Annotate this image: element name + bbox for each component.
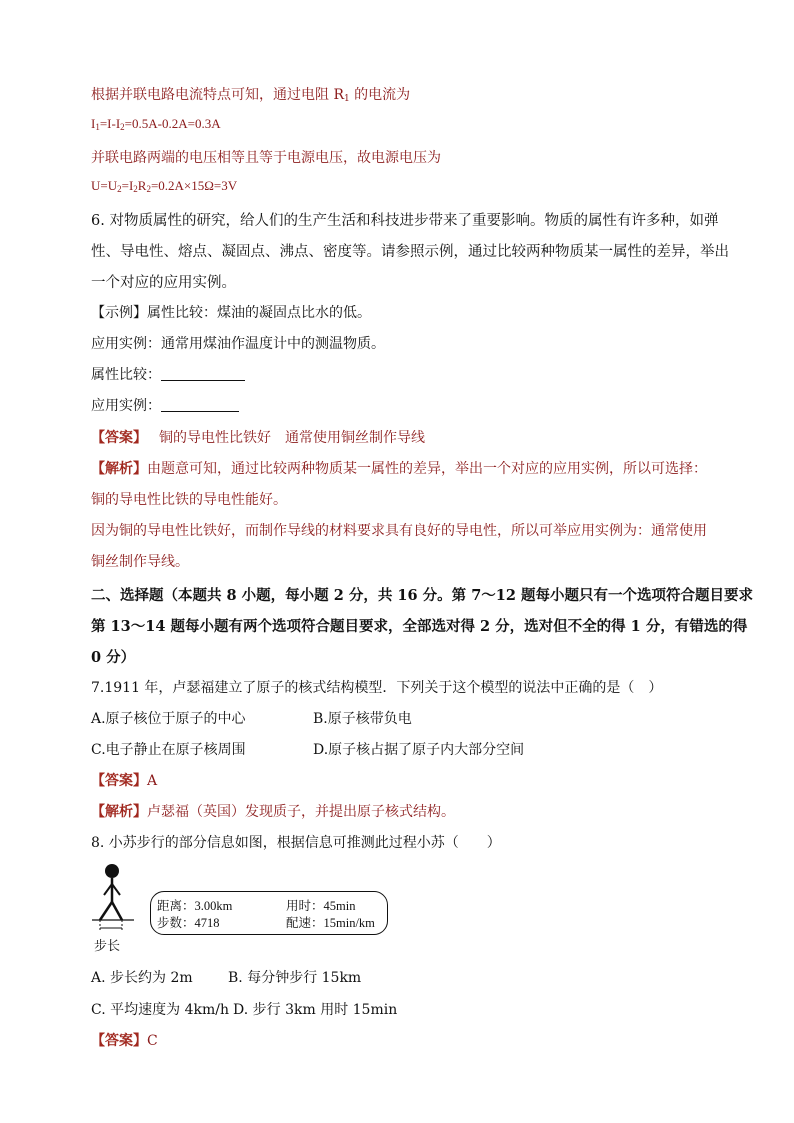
q7-option-b[interactable]: B.原子核带负电 (313, 711, 412, 727)
subscript: 1 (95, 122, 100, 132)
subscript: 2 (120, 122, 125, 132)
solution-line-2 (91, 116, 221, 132)
answer-text: A (147, 773, 158, 789)
q6-analysis-line-2: 铜的导电性比铁的导电性能好。 (91, 492, 287, 508)
pace-readout: 配速：15min/km (286, 916, 375, 930)
q6-stem-line-2: 性、导电性、熔点、凝固点、沸点、密度等。请参照示例，通过比较两种物质某一属性的差异，举出 (91, 244, 729, 260)
q8-option-b[interactable]: B. 每分钟步行 15km (228, 970, 362, 986)
subscript: 1 (344, 94, 350, 104)
q8-option-c[interactable]: C. 平均速度为 4km/h (91, 1002, 229, 1018)
subscript: 2 (146, 184, 151, 194)
section2-heading-line-2: 第 13～14 题每小题有两个选项符合题目要求，全部选对得 2 分，选对但不全的得 1 分，有错选的得 (91, 618, 748, 635)
text: =I-I (99, 116, 121, 131)
q7-option-d[interactable]: D.原子核占据了原子内大部分空间 (313, 742, 525, 758)
subscript: 2 (117, 184, 122, 194)
q7-option-a[interactable]: A.原子核位于原子的中心 (91, 711, 246, 727)
walking-info-panel (150, 891, 388, 935)
q7-option-c[interactable]: C.电子静止在原子核周围 (91, 742, 246, 758)
q7-answer (91, 770, 157, 790)
q6-stem-line-1: 6. 对物质属性的研究，给人们的生产生活和科技进步带来了重要影响。物质的属性有许多种，如弹 (91, 213, 719, 229)
q6-analysis-line-3: 因为铜的导电性比铁好，而制作导线的材料要求具有良好的导电性，所以可举应用实例为：通常使用 (91, 523, 707, 539)
q6-answer (91, 427, 425, 447)
field-label: 属性比较： (91, 367, 161, 383)
text: R (137, 178, 147, 193)
subscript: 2 (133, 184, 138, 194)
text: =0.5A-0.2A=0.3A (124, 116, 221, 131)
solution-line-3: 并联电路两端的电压相等且等于电源电压，故电源电压为 (91, 150, 441, 166)
analysis-tag: 【解析】 (91, 804, 147, 820)
analysis-tag: 【解析】 (91, 461, 147, 477)
answer-text: 铜的导电性比铁好 通常使用铜丝制作导线 (159, 430, 425, 446)
person-leg-right (112, 902, 122, 920)
text: I (91, 116, 96, 131)
q6-stem-line-3: 一个对应的应用实例。 (91, 275, 236, 291)
q7-analysis (91, 801, 455, 821)
answer-text: C (147, 1033, 158, 1049)
example-tag: 【示例】 (91, 305, 147, 321)
distance-readout: 距离：3.00km (157, 899, 233, 913)
analysis-text: 卢瑟福（英国）发现质子，并提出原子核式结构。 (147, 804, 455, 820)
q6-property-field (91, 364, 245, 384)
text: =I (121, 178, 134, 193)
solution-line-4 (91, 178, 237, 194)
q6-example-application: 应用实例：通常用煤油作温度计中的测温物质。 (91, 336, 385, 352)
q6-example (91, 302, 371, 322)
answer-tag: 【答案】 (91, 430, 147, 446)
example-text: 属性比较：煤油的凝固点比水的低。 (147, 305, 371, 321)
q8-answer (91, 1030, 158, 1050)
q8-option-a[interactable]: A. 步长约为 2m (91, 970, 193, 986)
text: 的电流为 (349, 87, 411, 103)
answer-blank[interactable] (161, 397, 239, 412)
q6-application-field (91, 395, 239, 415)
answer-tag: 【答案】 (91, 1033, 147, 1049)
answer-tag: 【答案】 (91, 773, 147, 789)
q6-analysis-line-1 (91, 458, 707, 478)
section2-heading-line-1: 二、选择题（本题共 8 小题，每小题 2 分，共 16 分。第 7～12 题每小题只有一个选项符合题目要求 (91, 587, 754, 604)
q8-option-d[interactable]: D. 步行 3km 用时 15min (233, 1002, 398, 1018)
walking-person-figure (90, 862, 140, 934)
q8-stem: 8. 小苏步行的部分信息如图，根据信息可推测此过程小苏（ ） (91, 835, 501, 851)
steps-readout: 步数：4718 (157, 916, 220, 930)
person-leg-left (100, 902, 112, 920)
answer-blank[interactable] (161, 366, 245, 381)
time-readout: 用时：45min (286, 899, 356, 913)
text: U=U (91, 178, 118, 193)
text: =0.2A×15Ω=3V (150, 178, 238, 193)
solution-line-1 (91, 84, 410, 104)
section2-heading-line-3: 0 分） (91, 649, 136, 666)
q7-stem: 7.1911 年，卢瑟福建立了原子的核式结构模型．下列关于这个模型的说法中正确的是（ ） (91, 680, 663, 696)
text: 根据并联电路电流特点可知，通过电阻 R (91, 87, 344, 103)
person-head-icon (105, 864, 119, 878)
analysis-text: 由题意可知，通过比较两种物质某一属性的差异，举出一个对应的应用实例，所以可选择： (147, 461, 707, 477)
step-length-label: 步长 (94, 938, 121, 953)
q6-analysis-line-4: 铜丝制作导线。 (91, 554, 189, 570)
field-label: 应用实例： (91, 398, 161, 414)
